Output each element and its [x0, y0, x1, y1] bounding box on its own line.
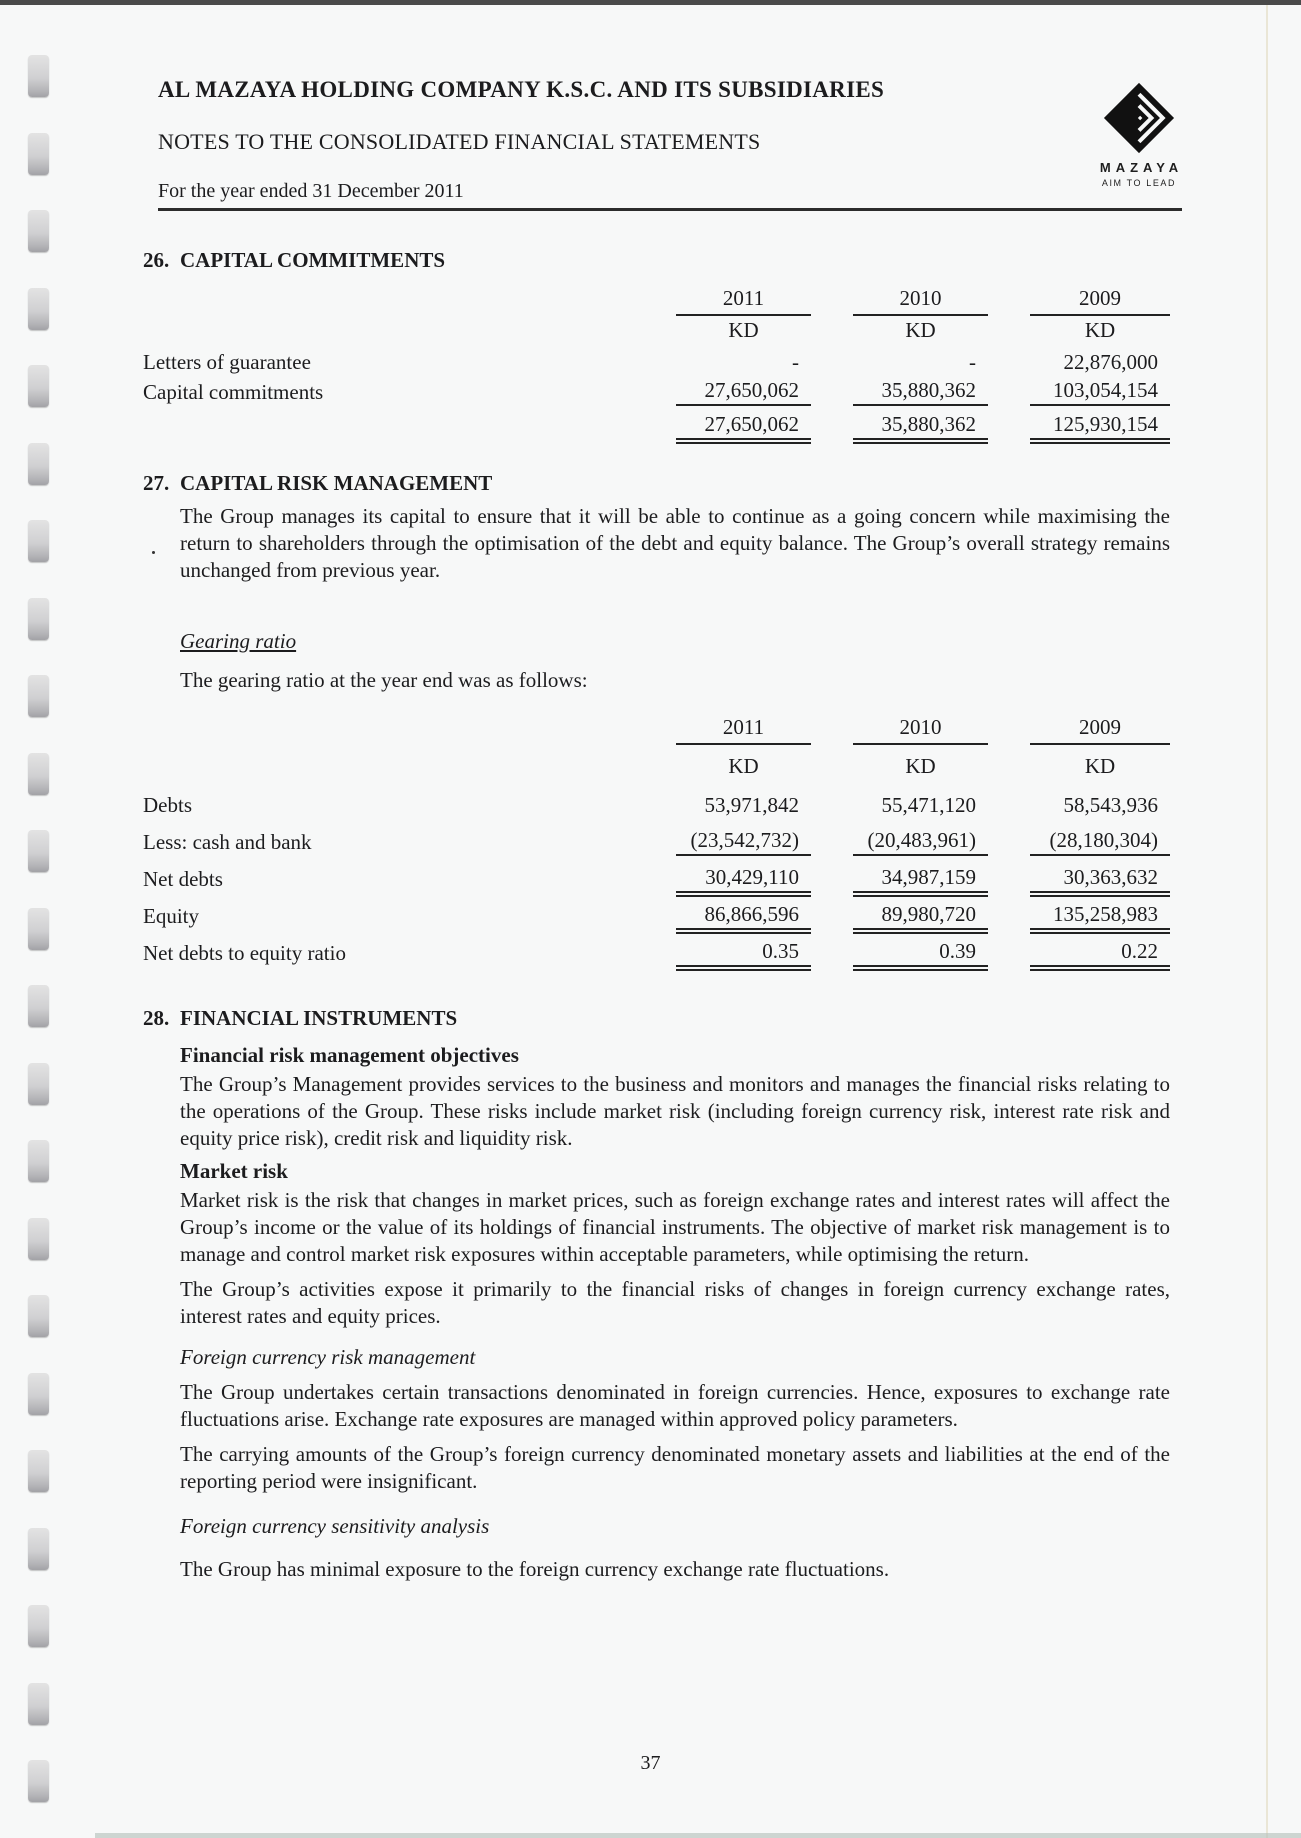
row-debts	[143, 782, 1170, 819]
row-label: Equity	[143, 904, 199, 928]
year-header: 2011	[676, 285, 811, 316]
subheading-foreign-currency-sensitivity: Foreign currency sensitivity analysis	[180, 1514, 490, 1538]
binder-hole-mark	[28, 1295, 49, 1337]
binder-hole-mark	[28, 753, 49, 795]
gearing-ratio-intro: The gearing ratio at the year end was as follows:	[180, 668, 588, 692]
scan-artifact-dot	[152, 551, 155, 554]
binder-hole-mark	[28, 1683, 49, 1725]
table-year-header-row	[143, 286, 1170, 316]
binder-hole-mark	[28, 1605, 49, 1647]
paragraph: Market risk is the risk that changes in market prices, such as foreign exchange rates and interest rates will affect the Group’s income or the value of its holdings of financial instruments. The objective of market risk management is to manage and control market risk exposures within acceptable parameters, while optimising the return.	[180, 1188, 1170, 1266]
row-equity	[143, 893, 1170, 930]
value-2009: 103,054,154	[1030, 377, 1170, 406]
subheading-market-risk: Market risk	[180, 1159, 288, 1183]
row-label: Letters of guarantee	[143, 350, 311, 374]
row-label: Net debts	[143, 867, 223, 891]
row-total	[143, 406, 1170, 440]
unit-label: KD	[728, 754, 759, 778]
scan-bottom-edge	[95, 1833, 1301, 1838]
paragraph: The Group’s Management provides services to the business and monitors and manages the financial risks relating to the operations of the Group. These risks include market risk (including foreign currency risk, interest rate risk and equity price risk), credit risk and liquidity risk.	[180, 1072, 1170, 1150]
year-header: 2010	[853, 285, 988, 316]
year-header: 2009	[1030, 714, 1170, 745]
value-2010: 0.39	[853, 938, 988, 967]
scan-top-edge	[0, 0, 1301, 5]
value-2010: 35,880,362	[853, 377, 988, 406]
value-2009: 135,258,983	[1030, 901, 1170, 930]
value-2011: 27,650,062	[676, 377, 811, 406]
section-title: CAPITAL COMMITMENTS	[180, 248, 446, 272]
binder-hole-mark	[28, 1063, 49, 1105]
subheading-foreign-currency-risk: Foreign currency risk management	[180, 1345, 476, 1369]
value-2009: 22,876,000	[1063, 350, 1158, 374]
total-2009: 125,930,154	[1030, 411, 1170, 440]
binder-hole-mark	[28, 985, 49, 1027]
page-number: 37	[640, 1752, 661, 1774]
paragraph: The carrying amounts of the Group’s foreign currency denominated monetary assets and liabilities at the end of the reporting period were insignificant.	[180, 1442, 1170, 1493]
binder-hole-mark	[28, 1218, 49, 1260]
binder-hole-mark	[28, 1373, 49, 1415]
value-2011: 86,866,596	[676, 901, 811, 930]
section-28-heading	[143, 1005, 1170, 1032]
section-26-heading	[143, 247, 1170, 274]
row-label: Net debts to equity ratio	[143, 941, 346, 965]
value-2010: 55,471,120	[881, 793, 976, 817]
binder-hole-mark	[28, 1528, 49, 1570]
value-2011: 53,971,842	[704, 793, 799, 817]
scan-right-edge-line	[1266, 5, 1268, 1838]
binder-hole-mark	[28, 598, 49, 640]
company-logo	[1083, 78, 1195, 188]
row-label: Debts	[143, 793, 192, 817]
binder-hole-mark	[28, 365, 49, 407]
document-header	[158, 76, 1182, 211]
year-header: 2010	[853, 714, 988, 745]
value-2009: 30,363,632	[1030, 864, 1170, 893]
binder-hole-mark	[28, 443, 49, 485]
header-rule	[158, 208, 1182, 211]
unit-label: KD	[905, 754, 936, 778]
binder-hole-mark	[28, 55, 49, 97]
value-2011: -	[792, 350, 799, 374]
mazaya-diamond-icon	[1099, 78, 1179, 158]
value-2011: 30,429,110	[676, 864, 811, 893]
unit-label: KD	[1084, 318, 1116, 342]
document-title: NOTES TO THE CONSOLIDATED FINANCIAL STATEMENTS	[158, 129, 761, 154]
section-number: 27.	[143, 471, 170, 495]
row-net-debts-to-equity-ratio	[143, 930, 1170, 967]
unit-label: KD	[728, 318, 759, 342]
section-number: 28.	[143, 1006, 170, 1030]
company-title: AL MAZAYA HOLDING COMPANY K.S.C. AND ITS SUBSIDIARIES	[158, 77, 885, 102]
unit-label: KD	[1084, 754, 1116, 778]
binder-hole-mark	[28, 675, 49, 717]
capital-risk-paragraph: The Group manages its capital to ensure that it will be able to continue as a going concern while maximising the return to shareholders through the optimisation of the debt and equity balance. The Group’s overall strategy remains unchanged from previous year.	[180, 504, 1170, 582]
table-unit-row	[143, 316, 1170, 346]
value-2009: 58,543,936	[1063, 793, 1158, 817]
period-line: For the year ended 31 December 2011	[158, 180, 464, 202]
binder-hole-mark	[28, 1450, 49, 1492]
binder-hole-strip	[28, 0, 52, 1838]
binder-hole-mark	[28, 908, 49, 950]
section-number: 26.	[143, 248, 170, 272]
binder-hole-mark	[28, 133, 49, 175]
row-label: Less: cash and bank	[143, 830, 312, 854]
value-2010: -	[969, 350, 976, 374]
value-2011: 0.35	[676, 938, 811, 967]
value-2010: 34,987,159	[853, 864, 988, 893]
gearing-ratio-table	[143, 708, 1170, 967]
paragraph: The Group undertakes certain transactions denominated in foreign currencies. Hence, exposures to exchange rate fluctuations arise. Exchange rate exposures are managed within approved policy parameters.	[180, 1380, 1170, 1431]
section-title: FINANCIAL INSTRUMENTS	[180, 1006, 458, 1030]
value-2009: (28,180,304)	[1030, 827, 1170, 856]
row-letters-of-guarantee	[143, 346, 1170, 376]
page-content	[143, 247, 1170, 1583]
unit-label: KD	[905, 318, 936, 342]
year-header: 2009	[1030, 285, 1170, 316]
binder-hole-mark	[28, 830, 49, 872]
subheading-financial-risk-objectives: Financial risk management objectives	[180, 1043, 519, 1067]
gearing-ratio-heading: Gearing ratio	[180, 629, 297, 653]
total-2011: 27,650,062	[676, 411, 811, 440]
logo-tagline: AIM TO LEAD	[1101, 178, 1177, 188]
section-27-heading	[143, 470, 1170, 497]
section-title: CAPITAL RISK MANAGEMENT	[180, 471, 493, 495]
year-header: 2011	[676, 714, 811, 745]
binder-hole-mark	[28, 210, 49, 252]
binder-hole-mark	[28, 288, 49, 330]
total-2010: 35,880,362	[853, 411, 988, 440]
value-2010: (20,483,961)	[853, 827, 988, 856]
capital-commitments-table	[143, 286, 1170, 440]
paragraph: The Group has minimal exposure to the foreign currency exchange rate fluctuations.	[180, 1557, 890, 1581]
binder-hole-mark	[28, 1140, 49, 1182]
logo-name: MAZAYA	[1099, 160, 1184, 175]
value-2009: 0.22	[1030, 938, 1170, 967]
row-label: Capital commitments	[143, 380, 324, 404]
row-less-cash-and-bank	[143, 819, 1170, 856]
value-2010: 89,980,720	[853, 901, 988, 930]
row-net-debts	[143, 856, 1170, 893]
table-year-header-row	[143, 708, 1170, 745]
paragraph: The Group’s activities expose it primarily to the financial risks of changes in foreign currency exchange rates, interest rates and equity prices.	[180, 1277, 1170, 1328]
binder-hole-mark	[28, 520, 49, 562]
table-unit-row	[143, 745, 1170, 782]
row-capital-commitments	[143, 376, 1170, 406]
value-2011: (23,542,732)	[676, 827, 811, 856]
